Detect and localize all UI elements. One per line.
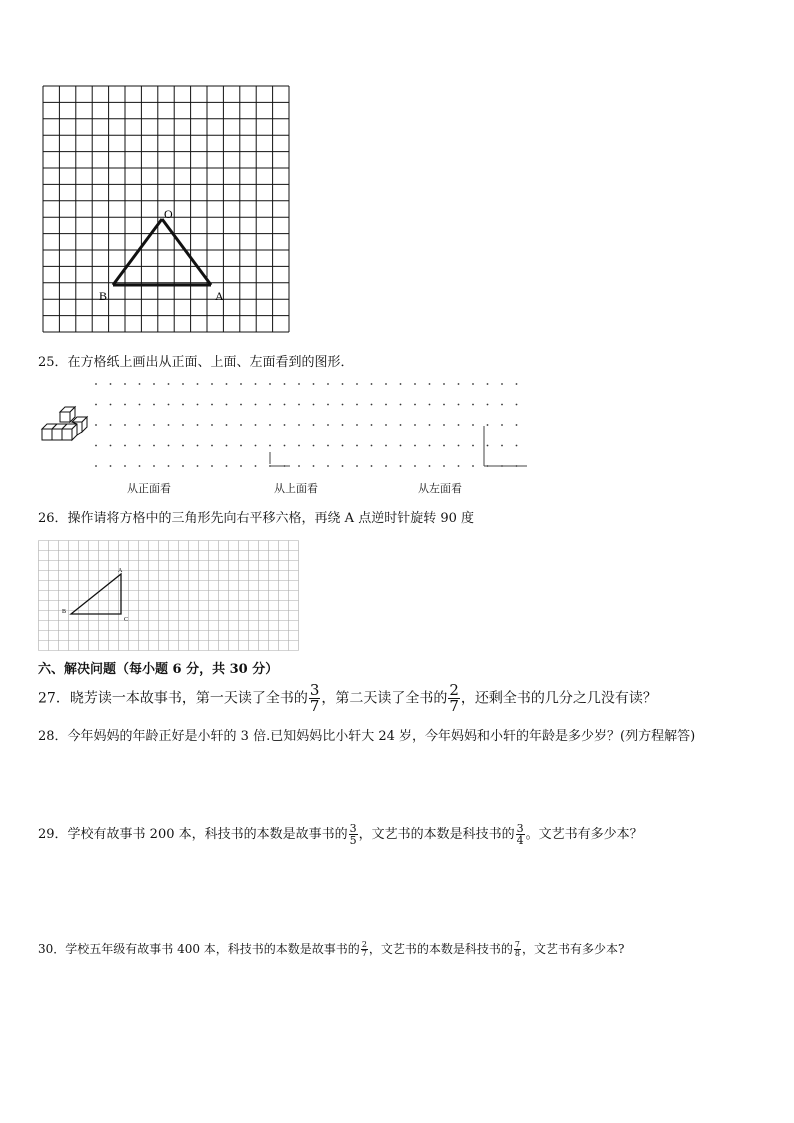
- grid-triangle-oba: [40, 84, 300, 340]
- vertex-label-c: C: [124, 617, 129, 623]
- q30-text-part1: 30．学校五年级有故事书 400 本，科技书的本数是故事书的: [38, 942, 360, 956]
- q30-text-part2: ，文艺书的本数是科技书的: [368, 942, 513, 956]
- question-28: 28．今年妈妈的年龄正好是小轩的 3 倍.已知妈妈比小轩大 24 岁，今年妈妈和小轩的年龄是多少岁？(列方程解答): [38, 729, 696, 744]
- fraction-2-7: $\frac{2}{7}$: [449, 681, 459, 715]
- vertex-label-o: O: [164, 207, 173, 221]
- fraction-3-5: $\frac{3}{5}$: [349, 822, 357, 847]
- fraction-3-7: $\frac{3}{7}$: [309, 681, 320, 715]
- question-27: [38, 683, 657, 714]
- question-29: [38, 822, 643, 848]
- vertex-label-b: B: [99, 289, 108, 303]
- section-heading: 六、解决问题（每小题 6 分，共 30 分）: [38, 662, 279, 677]
- fraction-3-4: $\frac{3}{4}$: [516, 822, 524, 847]
- q27-text-part3: ，还剩全书的几分之几没有读？: [460, 690, 657, 707]
- triangle-side-ob: [113, 219, 162, 285]
- view-label-front: 从正面看: [127, 482, 171, 495]
- q29-text-part1: 29．学校有故事书 200 本，科技书的本数是故事书的: [38, 827, 348, 842]
- question-30: [38, 938, 624, 960]
- q30-text-part3: ，文艺书有多少本?: [522, 942, 625, 956]
- dot-grid-views: [92, 376, 532, 476]
- q27-text-part2: ，第二天读了全书的: [321, 690, 448, 707]
- grid-triangle-abc: [38, 540, 300, 652]
- vertex-label-a: A: [215, 289, 224, 303]
- view-label-top: 从上面看: [274, 482, 318, 495]
- fraction-7-8: $\frac{7}{8}$: [514, 940, 521, 958]
- triangle-side-oa: [162, 219, 211, 285]
- fraction-2-7: $\frac{2}{7}$: [361, 940, 367, 958]
- cube-stack-figure: [40, 404, 90, 444]
- q29-text-part3: 。文艺书有多少本？: [525, 827, 643, 842]
- question-26: 26．操作请将方格中的三角形先向右平移六格，再绕 A 点逆时针旋转 90 度: [38, 511, 475, 526]
- question-25: 25．在方格纸上画出从正面、上面、左面看到的图形．: [38, 355, 354, 370]
- vertex-label-b: B: [62, 609, 67, 615]
- q27-text-part1: 27．晓芳读一本故事书，第一天读了全书的: [38, 690, 308, 707]
- view-label-left: 从左面看: [418, 482, 462, 495]
- vertex-label-a: A: [118, 568, 123, 574]
- q29-text-part2: ，文艺书的本数是科技书的: [358, 827, 515, 842]
